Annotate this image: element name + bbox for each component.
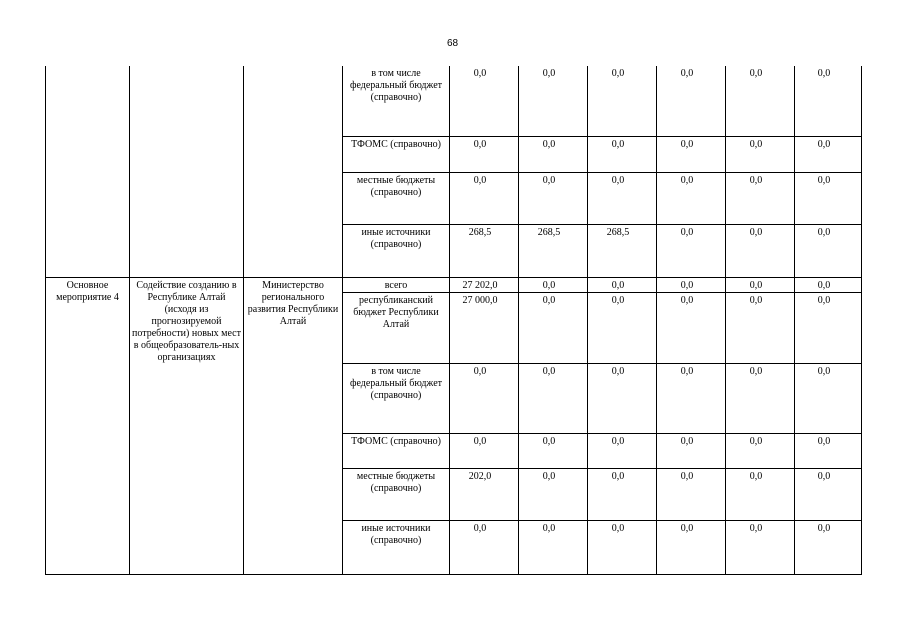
table-cell: 0,0	[795, 66, 862, 136]
table-cell: 0,0	[726, 277, 795, 292]
table-cell: 0,0	[519, 277, 588, 292]
table-cell: 0,0	[795, 224, 862, 277]
table-cell: 0,0	[657, 363, 726, 433]
table-cell: 0,0	[726, 224, 795, 277]
table-cell: 0,0	[795, 363, 862, 433]
table-cell: 0,0	[450, 433, 519, 468]
table-cell: 0,0	[726, 363, 795, 433]
table-cell: 0,0	[450, 66, 519, 136]
table-cell: 0,0	[795, 520, 862, 574]
table-cell: 0,0	[588, 277, 657, 292]
table-cell: 0,0	[588, 292, 657, 363]
table-cell: 0,0	[726, 136, 795, 172]
table-cell: 0,0	[450, 520, 519, 574]
table-cell: 0,0	[795, 433, 862, 468]
table-cell: 0,0	[726, 292, 795, 363]
table-cell: 0,0	[657, 224, 726, 277]
funding-source: ТФОМС (справочно)	[343, 136, 450, 172]
table-cell: 0,0	[657, 277, 726, 292]
page-number: 68	[446, 38, 459, 49]
table-cell: 0,0	[588, 468, 657, 520]
table-cell: 268,5	[519, 224, 588, 277]
table-cell: 0,0	[795, 136, 862, 172]
table-cell: 0,0	[588, 520, 657, 574]
funding-source: иные источники (справочно)	[343, 520, 450, 574]
activity-description: Содействие созданию в Республике Алтай (исходя из прогнозируемой потребности) новых мест в общеобразователь-ных организациях	[130, 277, 244, 574]
table-cell: 0,0	[519, 292, 588, 363]
table-cell: 0,0	[795, 292, 862, 363]
activity-name: Основное мероприятие 4	[46, 277, 130, 574]
table-cell: 27 000,0	[450, 292, 519, 363]
table-cell: 202,0	[450, 468, 519, 520]
funding-source: в том числе федеральный бюджет (справочно)	[343, 363, 450, 433]
table-cell: 0,0	[726, 172, 795, 224]
funding-source: иные источники (справочно)	[343, 224, 450, 277]
table-row	[46, 277, 862, 292]
table-cell: 0,0	[450, 136, 519, 172]
table-cell: 0,0	[657, 468, 726, 520]
table-cell: 0,0	[795, 172, 862, 224]
table-cell: 0,0	[726, 468, 795, 520]
table-cell: 0,0	[588, 136, 657, 172]
funding-source: ТФОМС (справочно)	[343, 433, 450, 468]
table-cell: 0,0	[795, 277, 862, 292]
table-cell: 0,0	[519, 172, 588, 224]
activity-name-cell	[46, 66, 130, 277]
table-cell: 0,0	[519, 520, 588, 574]
table-cell: 0,0	[657, 136, 726, 172]
table-cell: 0,0	[519, 468, 588, 520]
table-cell: 0,0	[519, 136, 588, 172]
table-cell: 0,0	[726, 520, 795, 574]
funding-table	[45, 66, 862, 575]
table-cell: 0,0	[519, 433, 588, 468]
table-cell: 0,0	[726, 66, 795, 136]
table-cell: 0,0	[588, 66, 657, 136]
funding-source: всего	[343, 277, 450, 292]
table-cell: 0,0	[657, 520, 726, 574]
table-cell: 0,0	[588, 433, 657, 468]
table-cell: 0,0	[450, 172, 519, 224]
table-cell: 0,0	[726, 433, 795, 468]
table-cell: 0,0	[657, 433, 726, 468]
table-cell: 0,0	[657, 292, 726, 363]
table-row	[46, 66, 862, 136]
table-cell: 268,5	[588, 224, 657, 277]
table-cell: 0,0	[450, 363, 519, 433]
table-cell: 0,0	[657, 66, 726, 136]
table-cell: 0,0	[519, 363, 588, 433]
table-cell: 0,0	[657, 172, 726, 224]
table-cell: 27 202,0	[450, 277, 519, 292]
table-cell: 0,0	[795, 468, 862, 520]
funding-source: республиканский бюджет Республики Алтай	[343, 292, 450, 363]
activity-executor-cell	[244, 66, 343, 277]
table-cell: 268,5	[450, 224, 519, 277]
table-cell: 0,0	[519, 66, 588, 136]
funding-source: местные бюджеты (справочно)	[343, 172, 450, 224]
activity-description-cell	[130, 66, 244, 277]
table-cell: 0,0	[588, 172, 657, 224]
funding-source: местные бюджеты (справочно)	[343, 468, 450, 520]
funding-source: в том числе федеральный бюджет (справочно)	[343, 66, 450, 136]
activity-executor: Министерство регионального развития Республики Алтай	[244, 277, 343, 574]
table-cell: 0,0	[588, 363, 657, 433]
